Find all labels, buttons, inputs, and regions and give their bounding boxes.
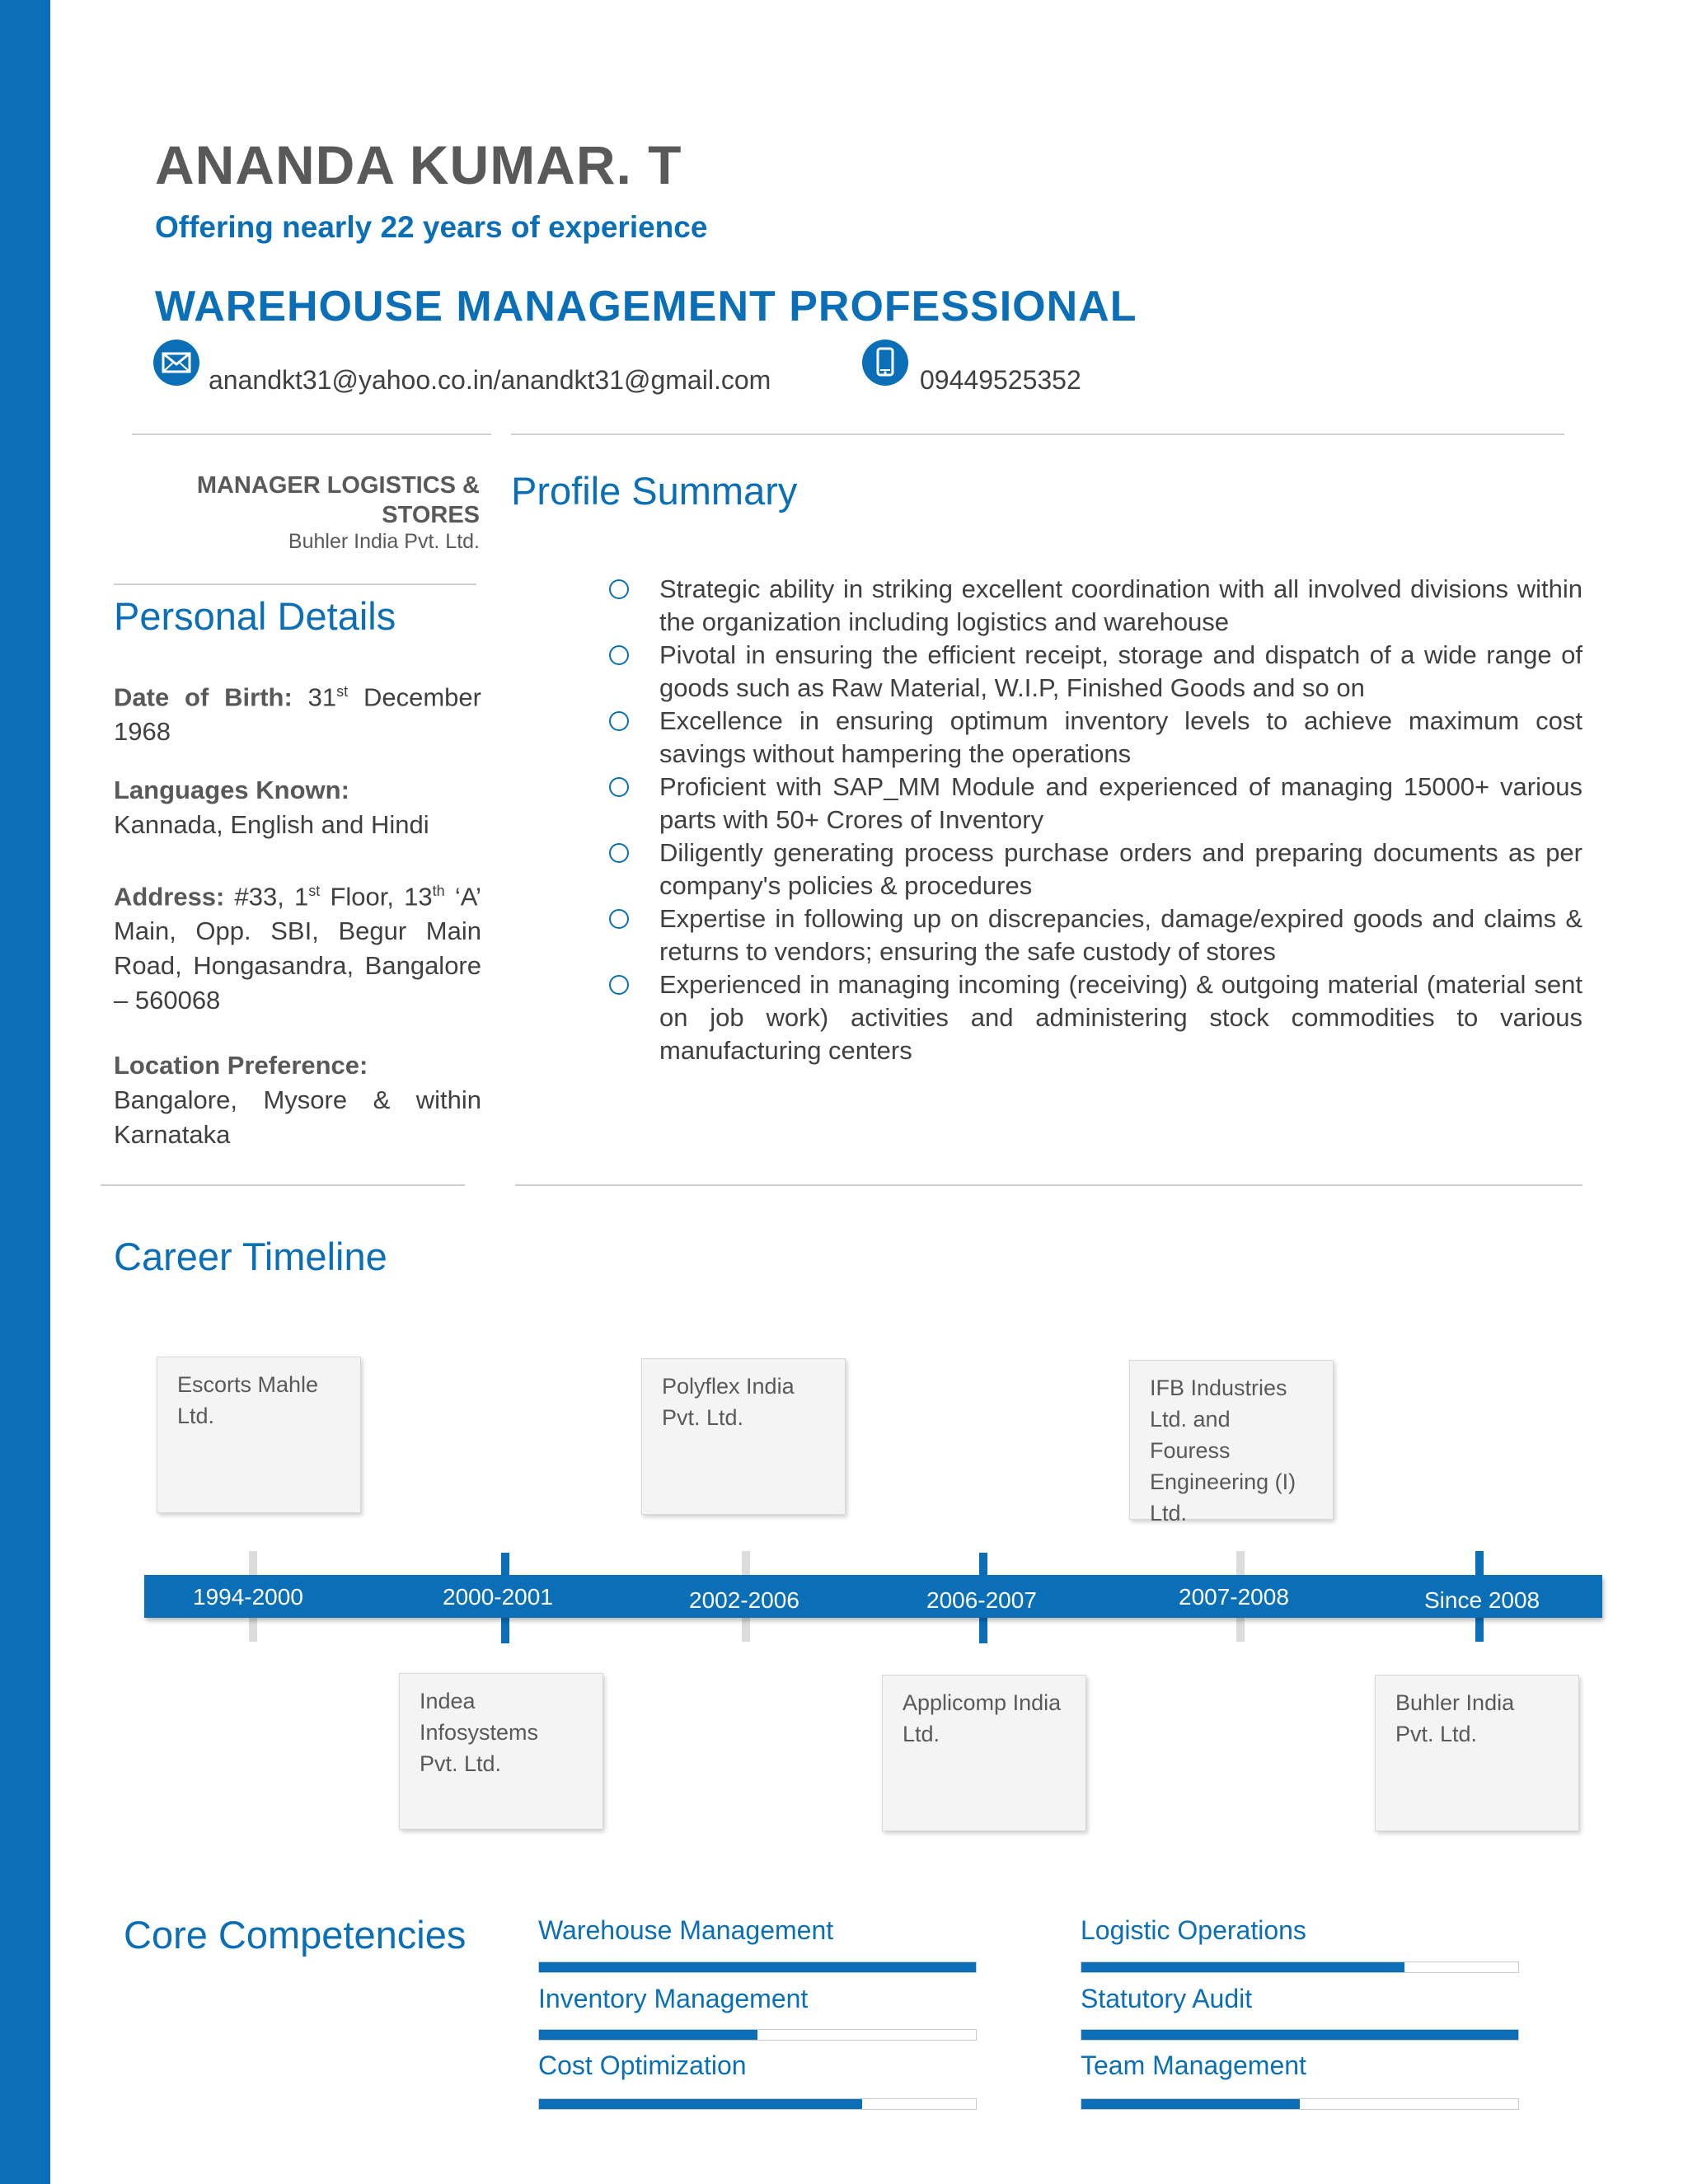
experience-tagline: Offering nearly 22 years of experience (155, 210, 708, 244)
dob-suffix: st (336, 683, 349, 700)
timeline-card: Applicomp India Ltd. (882, 1675, 1086, 1831)
skill-label: Cost Optimization (538, 2050, 747, 2080)
skill-bar-fill (1081, 1962, 1404, 1972)
timeline-card: IFB Industries Ltd. and Fouress Engineering (I) Ltd. (1129, 1360, 1334, 1520)
circle-bullet-icon (609, 711, 629, 731)
date-of-birth (114, 674, 481, 749)
dob-day: 31 (307, 682, 337, 712)
divider (515, 1184, 1582, 1186)
email-link[interactable]: anandkt31@yahoo.co.in/anandkt31@gmail.com (209, 365, 771, 395)
circle-bullet-icon (609, 645, 629, 665)
languages (114, 773, 481, 842)
skill-label: Inventory Management (538, 1984, 809, 2013)
phone-number: 09449525352 (920, 365, 1081, 395)
dob-label: Date of Birth: (114, 682, 293, 712)
skill-bar (538, 1961, 977, 1973)
timeline-year: 1994-2000 (193, 1584, 303, 1610)
timeline-card: Escorts Mahle Ltd. (157, 1357, 361, 1513)
circle-bullet-icon (609, 777, 629, 797)
address (114, 874, 481, 1018)
core-competencies-heading: Core Competencies (124, 1913, 467, 1957)
location-value: Bangalore, Mysore & within Karnataka (114, 1085, 481, 1149)
timeline-year: 2007-2008 (1179, 1584, 1289, 1610)
skill-label: Statutory Audit (1081, 1984, 1253, 2013)
dob-rest: December 1968 (114, 682, 481, 747)
list-item: Expertise in following up on discrepancies, damage/expired goods and claims & returns to vendors; ensuring the safe custody of stores (607, 902, 1582, 968)
skill-label: Logistic Operations (1081, 1915, 1306, 1945)
left-accent-bar (0, 0, 50, 2184)
timeline-year: 2002-2006 (689, 1587, 799, 1613)
timeline-year: 2006-2007 (926, 1587, 1037, 1613)
skill-bar-fill (539, 2030, 757, 2040)
skill-bar (538, 2029, 977, 2041)
current-company: Buhler India Pvt. Ltd. (288, 530, 480, 553)
timeline-card: Buhler India Pvt. Ltd. (1375, 1675, 1579, 1831)
career-timeline-heading: Career Timeline (114, 1235, 387, 1278)
skill-bar (538, 2098, 977, 2110)
circle-bullet-icon (609, 843, 629, 863)
skill-bar (1081, 1961, 1519, 1973)
envelope-icon (153, 340, 199, 386)
personal-details-heading: Personal Details (114, 594, 396, 638)
languages-label: Languages Known: (114, 776, 349, 804)
profile-summary-list (607, 573, 1582, 1067)
candidate-name: ANANDA KUMAR. T (155, 134, 682, 195)
timeline-bar (144, 1575, 1602, 1618)
current-job-title: MANAGER LOGISTICS & STORES (196, 472, 480, 528)
profile-summary-heading: Profile Summary (511, 469, 798, 513)
skill-bar-fill (1081, 2099, 1300, 2109)
address-label: Address: (114, 882, 225, 912)
skill-bar-fill (1081, 2030, 1518, 2040)
circle-bullet-icon (609, 579, 629, 599)
timeline-year: 2000-2001 (443, 1584, 553, 1610)
location-preference (114, 1048, 481, 1152)
skill-bar-fill (539, 1962, 976, 1972)
skill-bar (1081, 2098, 1519, 2110)
list-item: Proficient with SAP_MM Module and experienced of managing 15000+ various parts with 50+ Crores of Inventory (607, 771, 1582, 837)
address-part1: #33, 1 (234, 882, 309, 912)
skill-bar (1081, 2029, 1519, 2041)
languages-value: Kannada, English and Hindi (114, 810, 429, 839)
divider (132, 434, 491, 435)
list-item: Excellence in ensuring optimum inventory levels to achieve maximum cost savings without hampering the operations (607, 705, 1582, 771)
divider (511, 434, 1564, 435)
address-part2: Floor, 13 (330, 882, 433, 912)
timeline-card: Indea Infosystems Pvt. Ltd. (399, 1673, 603, 1830)
address-sup1: st (308, 883, 321, 899)
list-item: Diligently generating process purchase orders and preparing documents as per company's policies & procedures (607, 837, 1582, 902)
address-part3: ‘A’ Main, Opp. SBI, Begur Main Road, Hongasandra, Bangalore – 560068 (114, 882, 481, 1015)
mobile-phone-icon (862, 340, 908, 386)
list-item: Experienced in managing incoming (receiving) & outgoing material (material sent on job work) activities and administering stock commodities to various manufacturing centers (607, 968, 1582, 1067)
divider (101, 1184, 465, 1186)
address-sup2: th (432, 883, 445, 899)
timeline-card: Polyflex India Pvt. Ltd. (641, 1358, 846, 1515)
list-item: Pivotal in ensuring the efficient receipt, storage and dispatch of a wide range of goods such as Raw Material, W.I.P, Finished Goods and so on (607, 639, 1582, 705)
skill-label: Warehouse Management (538, 1915, 834, 1945)
location-label: Location Preference: (114, 1051, 368, 1080)
circle-bullet-icon (609, 909, 629, 929)
timeline-year: Since 2008 (1424, 1587, 1540, 1613)
skill-bar-fill (539, 2099, 862, 2109)
professional-title: WAREHOUSE MANAGEMENT PROFESSIONAL (155, 283, 1137, 330)
divider (114, 583, 476, 585)
list-item: Strategic ability in striking excellent coordination with all involved divisions within the organization including logistics and warehouse (607, 573, 1582, 639)
circle-bullet-icon (609, 975, 629, 995)
skill-label: Team Management (1081, 2050, 1306, 2080)
